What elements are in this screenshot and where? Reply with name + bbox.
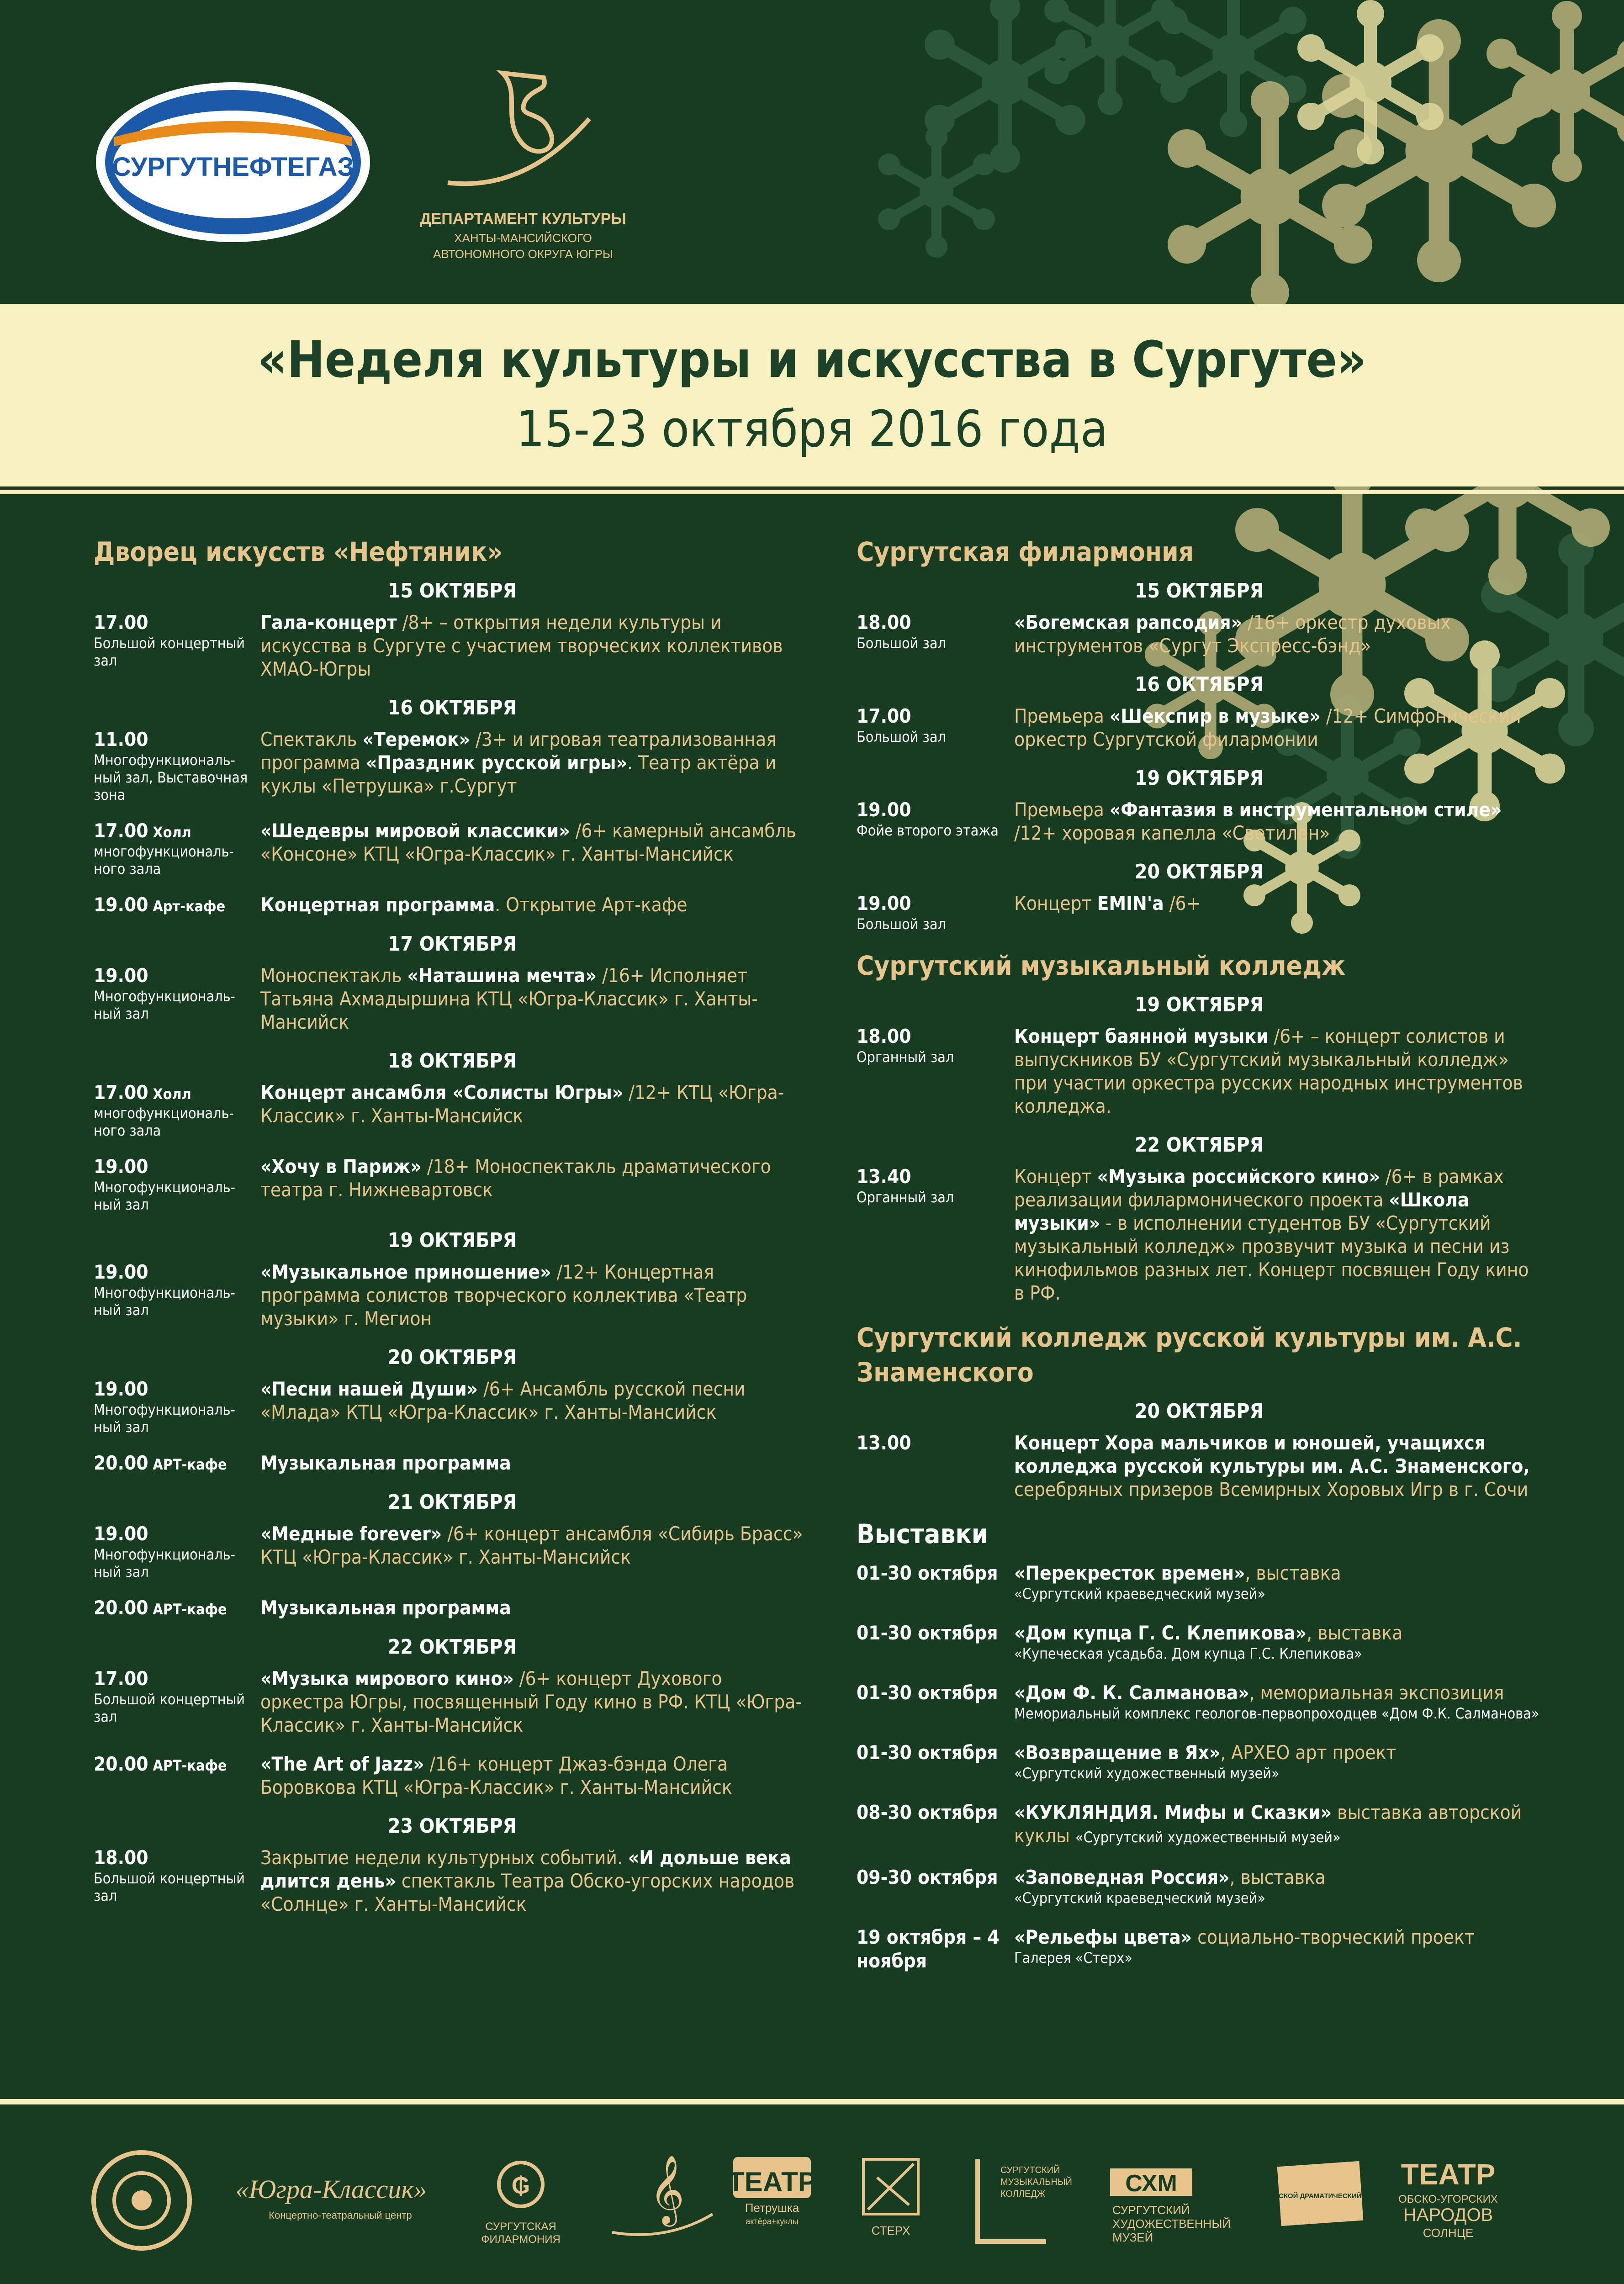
svg-text:ТЕАТР: ТЕАТР [1401, 2158, 1496, 2191]
event-row: 19.00 Многофункциональ-ный зал «Песни нашей Души» /6+ Ансамбль русской песни «Млада» КТЦ «Югра-Классик» г. Ханты-Мансийск [94, 1378, 746, 1436]
date-heading: 18 ОКТЯБРЯ [387, 1049, 517, 1073]
left-column [94, 534, 811, 1931]
exhibition-row: 01-30 октября «Возвращение в Ях», АРХЕО арт проект «Сургутский художественный музей» [857, 1741, 1397, 1782]
svg-text:«Югра-Классик»: «Югра-Классик» [235, 2174, 427, 2204]
title-band [0, 304, 1624, 486]
exhibition-row: 01-30 октября «Дом купца Г. С. Клепикова», выставка «Купеческая усадьба. Дом купца Г.С. Клепикова» [857, 1622, 1403, 1662]
event-row: 17.00 Холл многофункциональ-ного зала «Шедевры мировой классики» /6+ камерный ансамбль «Консоне» КТЦ «Югра-Классик» г. Ханты-Мансийск [94, 819, 796, 878]
philharmonic-logo [481, 2162, 561, 2246]
date-heading: 16 ОКТЯБРЯ [1134, 673, 1264, 696]
event-row: 18.00 Большой зал «Богемская рапсодия» /16+ оркестр духовых инструментов «Сургут Экспресс-бэнд» [857, 611, 1451, 657]
poster-title: «Неделя культуры и искусства в Сургуте» [258, 330, 1366, 389]
date-heading: 19 ОКТЯБРЯ [1134, 767, 1264, 790]
svg-text:СУРГУТСКАЯ: СУРГУТСКАЯ [485, 2221, 556, 2233]
right-column [857, 534, 1542, 1991]
event-row: 19.00 Арт-кафе Концертная программа. Открытие Арт-кафе [94, 894, 688, 916]
event-row: 20.00 АРТ-кафе Музыкальная программа [94, 1452, 511, 1474]
exhibition-row: 08-30 октября «КУКЛЯНДИЯ. Мифы и Сказки» выставка авторской куклы «Сургутский художественный музей» [857, 1801, 1522, 1847]
svg-text:актёра+куклы: актёра+куклы [746, 2217, 799, 2226]
svg-text:МУЗЕЙ: МУЗЕЙ [1112, 2231, 1153, 2244]
ob-ugric-theatre-logo [1398, 2158, 1498, 2240]
svg-text:𝄞: 𝄞 [649, 2156, 685, 2222]
petrushka-theatre-logo [728, 2157, 816, 2226]
top-logos [0, 0, 1624, 301]
date-heading: 22 ОКТЯБРЯ [387, 1635, 517, 1659]
svg-text:НАРОДОВ: НАРОДОВ [1403, 2205, 1493, 2225]
poster-dates: 15-23 октября 2016 года [516, 400, 1108, 458]
svg-text:СХМ: СХМ [1125, 2170, 1177, 2197]
date-heading: 20 ОКТЯБРЯ [387, 1346, 517, 1369]
section-title: Дворец искусств «Нефтяник» [94, 536, 503, 567]
date-heading: 17 ОКТЯБРЯ [387, 932, 517, 956]
date-heading: 23 ОКТЯБРЯ [387, 1814, 517, 1838]
event-row: 13.00 Концерт Хора мальчиков и юношей, учащихся колледжа русской культуры им. А.С. Знаменского, серебряных призеров Всемирных Хоровых Игр в г. Сочи [857, 1432, 1530, 1501]
svg-text:ГОРОДСКОЙ ДРАМАТИЧЕСКИЙ ТЕАТР: ГОРОДСКОЙ ДРАМАТИЧЕСКИЙ ТЕАТР [1255, 2192, 1386, 2200]
section-title: Сургутская филармония [857, 536, 1194, 567]
svg-text:Концертно-театральный центр: Концертно-театральный центр [269, 2210, 412, 2221]
event-row: 19.00 Многофункциональ-ный зал «Хочу в Париж» /18+ Моноспектакль драматического театра г. Нижневартовск [94, 1155, 771, 1213]
svg-text:ДЕПАРТАМЕНТ КУЛЬТУРЫ: ДЕПАРТАМЕНТ КУЛЬТУРЫ [420, 210, 626, 227]
partner-logos [0, 2104, 1624, 2284]
event-row: 19.00 Многофункциональ-ный зал «Музыкальное приношение» /12+ Концертная программа солистов творческого коллектива «Театр музыки» г. Мегион [94, 1261, 747, 1330]
exhibition-row: 01-30 октября «Дом Ф. К. Салманова», мемориальная экспозиция Мемориальный комплекс геологов-первопроходцев «Дом Ф.К. Салманова» [857, 1681, 1539, 1722]
event-row: 11.00 Многофункциональ-ный зал, Выставочная зона Спектакль «Теремок» /3+ и игровая театрализованная программа «Праздник русской игры». Театр актёра и куклы «Петрушка» г.Сургут [94, 728, 777, 804]
svg-text:ОБСКО-УГОРСКИХ: ОБСКО-УГОРСКИХ [1398, 2193, 1498, 2205]
dept-culture-logo [420, 73, 626, 261]
event-row: 19.00 Многофункциональ-ный зал Моноспектакль «Наташина мечта» /16+ Исполняет Татьяна Ахмадыршина КТЦ «Югра-Классик» г. Ханты-Мансийск [94, 964, 758, 1033]
date-heading: 22 ОКТЯБРЯ [1134, 1133, 1264, 1157]
yugra-classic-logo [236, 2174, 427, 2221]
date-heading: 15 ОКТЯБРЯ [1134, 579, 1264, 603]
date-heading: 20 ОКТЯБРЯ [1134, 1400, 1264, 1423]
section-title: Сургутский музыкальный колледж [857, 950, 1346, 981]
svg-text:СУРГУТСКИЙ: СУРГУТСКИЙ [1112, 2203, 1190, 2217]
music-theatre-logo [612, 2156, 713, 2235]
svg-text:ХУДОЖЕСТВЕННЫЙ: ХУДОЖЕСТВЕННЫЙ [1112, 2217, 1231, 2231]
svg-text:СТЕРХ: СТЕРХ [871, 2224, 910, 2237]
section-title: Выставки [857, 1518, 989, 1549]
section-title: Сургутский колледж русской культуры им. А.С. Знаменского [857, 1322, 1522, 1388]
date-heading: 21 ОКТЯБРЯ [387, 1491, 517, 1514]
event-row: 18.00 Органный зал Концерт баянной музыки /6+ – концерт солистов и выпускников БУ «Сургутский музыкальный колледж» при участии оркестра русских народных инструментов колледжа. [857, 1025, 1523, 1117]
music-college-logo [978, 2159, 1072, 2242]
date-heading: 19 ОКТЯБРЯ [387, 1229, 517, 1252]
svg-text:Петрушка: Петрушка [745, 2201, 799, 2215]
art-museum-logo [1110, 2168, 1231, 2244]
exhibition-row: 01-30 октября «Перекресток времен», выставка «Сургутский краеведческий музей» [857, 1562, 1341, 1602]
sponsor-logo-text: СУРГУТНЕФТЕГАЗ [112, 152, 354, 182]
footer-divider [0, 2099, 1624, 2104]
sterh-gallery-logo [863, 2159, 918, 2237]
band-divider [0, 490, 1624, 494]
city-drama-theatre-logo [1255, 2161, 1386, 2226]
svg-text:СУРГУТСКИЙ: СУРГУТСКИЙ [1000, 2165, 1060, 2175]
event-row: 17.00 Большой концертный зал Гала-концерт /8+ – открытия недели культуры и искусства в Сургуте с участием творческих коллективов ХМАО-Югры [94, 611, 783, 680]
svg-text:АВТОНОМНОГО ОКРУГА ЮГРЫ: АВТОНОМНОГО ОКРУГА ЮГРЫ [433, 247, 613, 261]
event-row: 17.00 Большой зал Премьера «Шекспир в музыке» /12+ Симфонический оркестр Сургутской филармонии [857, 705, 1521, 751]
date-heading: 19 ОКТЯБРЯ [1134, 993, 1264, 1016]
svg-text:ТЕАТР: ТЕАТР [728, 2167, 816, 2197]
exhibition-row: 19 октября – 4 ноября «Рельефы цвета» социально-творческий проект Галерея «Стерх» [857, 1926, 1475, 1972]
date-heading: 16 ОКТЯБРЯ [387, 696, 517, 719]
event-row: 19.00 Большой зал Концерт EMIN'a /6+ [857, 892, 1201, 933]
svg-text:₲: ₲ [511, 2173, 530, 2199]
event-row: 19.00 Фойе второго этажа Премьера «Фантазия в инструментальном стиле» /12+ хоровая капелла «Светилен» [857, 798, 1502, 844]
event-row: 13.40 Органный зал Концерт «Музыка российского кино» /6+ в рамках реализации филармонического проекта «Школа музыки» - в исполнении студентов БУ «Сургутский музыкальный колледж» прозвучит музыка и песни из кинофильмов разных лет. Концерт посвящен Году кино в РФ. [857, 1165, 1529, 1304]
event-row: 17.00 Большой концертный зал «Музыка мирового кино» /6+ концерт Духового оркестра Югры, посвященный Году кино в РФ. КТЦ «Югра-Классик» г. Ханты-Мансийск [94, 1667, 802, 1736]
svg-text:МУЗЫКАЛЬНЫЙ: МУЗЫКАЛЬНЫЙ [1000, 2177, 1072, 2187]
event-row: 20.00 АРТ-кафе Музыкальная программа [94, 1597, 511, 1619]
exhibition-row: 09-30 октября «Заповедная Россия», выставка «Сургутский краеведческий музей» [857, 1866, 1326, 1907]
event-row: 19.00 Многофункциональ-ный зал «Медные forever» /6+ концерт ансамбля «Сибирь Брасс» КТЦ «Югра-Классик» г. Ханты-Мансийск [94, 1523, 803, 1581]
svg-text:ФИЛАРМОНИЯ: ФИЛАРМОНИЯ [481, 2233, 561, 2246]
svg-text:СОЛНЦЕ: СОЛНЦЕ [1423, 2226, 1474, 2240]
date-heading: 15 ОКТЯБРЯ [387, 579, 517, 603]
sponsor-logo [96, 82, 370, 242]
event-row: 17.00 Холл многофункциональ-ного зала Концерт ансамбля «Солисты Югры» /12+ КТЦ «Югра-Классик» г. Ханты-Мансийск [94, 1081, 784, 1139]
palace-logo [94, 2152, 190, 2248]
event-row: 20.00 АРТ-кафе «The Art of Jazz» /16+ концерт Джаз-бэнда Олега Боровкова КТЦ «Югра-Классик» г. Ханты-Мансийск [94, 1753, 732, 1798]
svg-text:КОЛЛЕДЖ: КОЛЛЕДЖ [1000, 2189, 1046, 2199]
svg-text:ХАНТЫ-МАНСИЙСКОГО: ХАНТЫ-МАНСИЙСКОГО [454, 231, 592, 245]
date-heading: 20 ОКТЯБРЯ [1134, 860, 1264, 883]
event-row: 18.00 Большой концертный зал Закрытие недели культурных событий. «И дольше века длится день» спектакль Театра Обско-угорских народов «Солнце» г. Ханты-Мансийск [94, 1846, 795, 1915]
